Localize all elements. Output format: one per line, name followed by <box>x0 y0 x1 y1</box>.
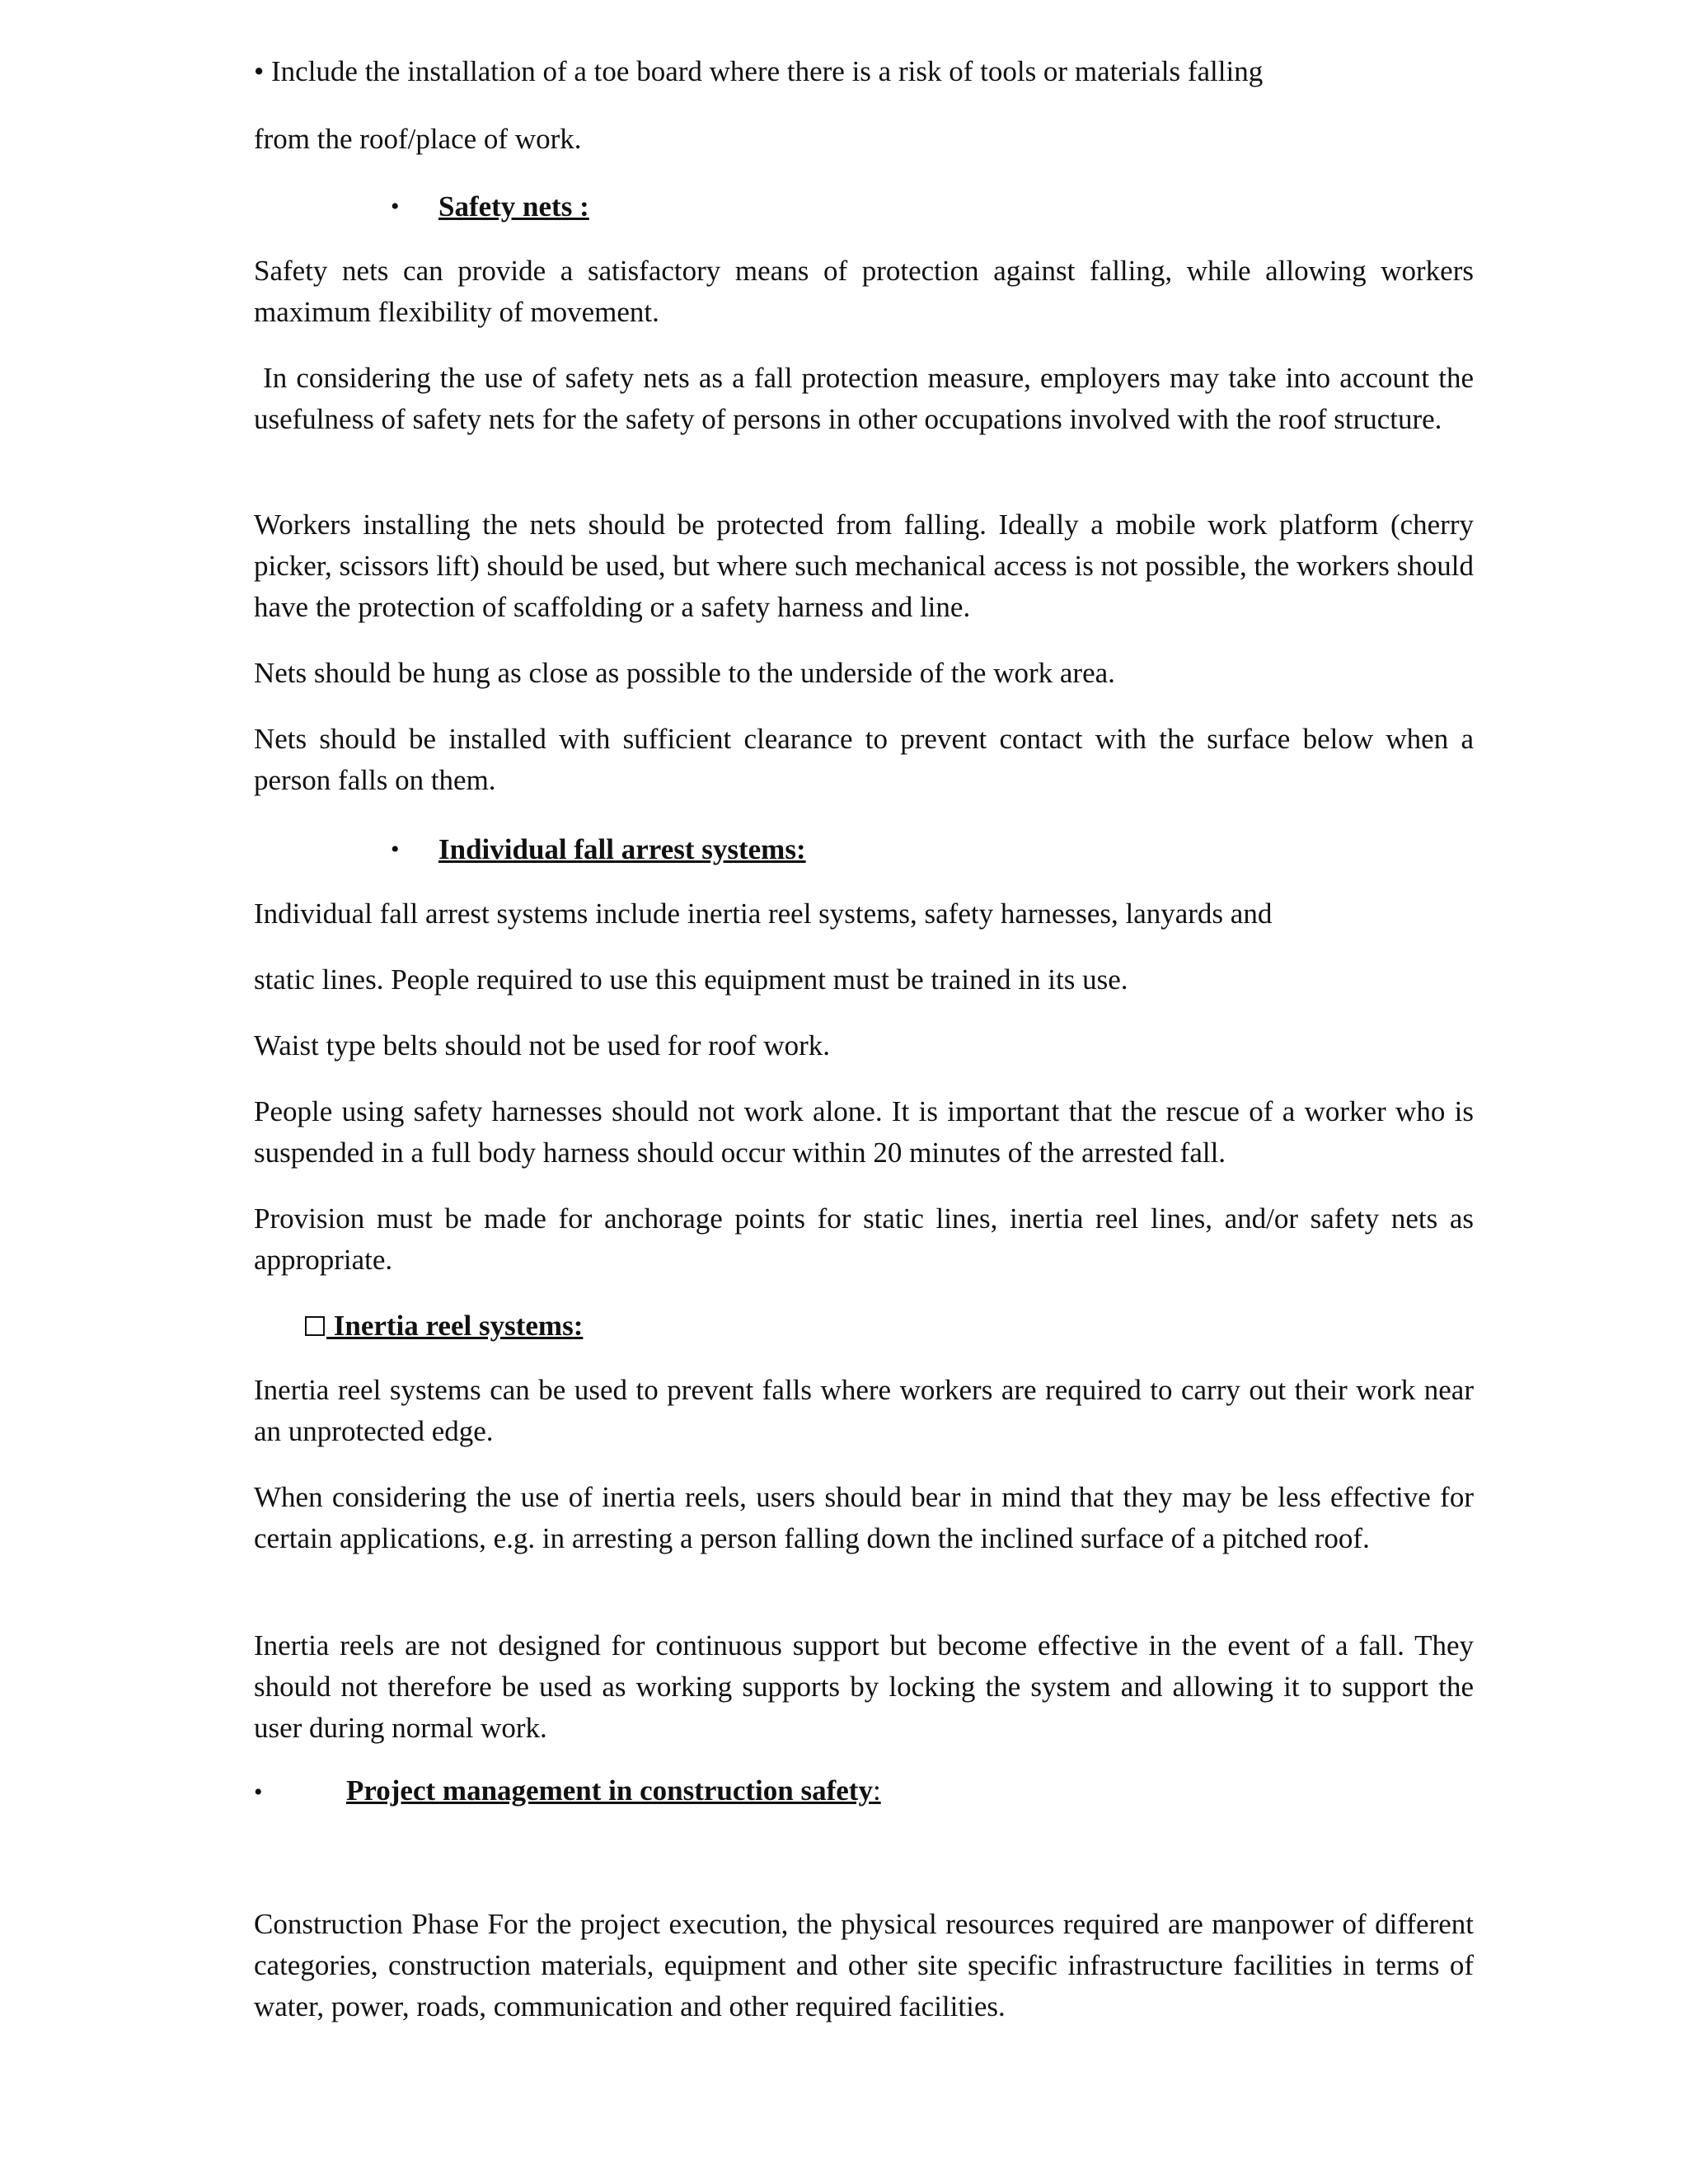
safety-nets-paragraph-2: In considering the use of safety nets as a fall protection measure, employers may take into account the usefulness of safety nets for the safety of persons in other occupations involved with the roof structure. <box>254 362 1481 435</box>
construction-phase-paragraph: Construction Phase For the project execution, the physical resources required are manpower of different categories, construction materials, equipment and other site specific infrastructure facilities in terms of water, power, roads, communication and other required facilities. <box>254 1908 1474 2022</box>
toe-board-bullet-line: • Include the installation of a toe board where there is a risk of tools or materials falling <box>254 55 1264 87</box>
safety-nets-paragraph-3: Workers installing the nets should be protected from falling. Ideally a mobile work platform (cherry picker, scissors lift) should be used, but where such mechanical access is not possible, the workers should have the protection of scaffolding or a safety harness and line. <box>254 509 1474 623</box>
inertia-reel-heading <box>326 1305 583 1347</box>
safety-nets-paragraph-5: Nets should be installed with sufficient clearance to prevent contact with the surface below when a person falls on them. <box>254 723 1474 796</box>
safety-nets-bullet: • <box>391 193 400 220</box>
project-management-bullet: • <box>254 1779 263 1806</box>
project-management-heading <box>346 1770 881 1811</box>
inertia-reel-paragraph-3: Inertia reels are not designed for continuous support but become effective in the event of a fall. They should not therefore be used as working supports by locking the system and allowing it to support the user during normal work. <box>254 1629 1474 1744</box>
inertia-reel-heading-text: Inertia reel systems <box>326 1310 574 1342</box>
inertia-reel-heading-suffix: : <box>573 1310 584 1342</box>
fall-arrest-paragraph-3: Provision must be made for anchorage points for static lines, inertia reel lines, and/or safety nets as appropriate. <box>254 1202 1474 1276</box>
safety-nets-paragraph-1: Safety nets can provide a satisfactory means of protection against falling, while allowing workers maximum flexibility of movement. <box>254 255 1474 328</box>
checkbox-bullet-icon <box>305 1316 325 1336</box>
fall-arrest-line-2: static lines. People required to use this equipment must be trained in its use. <box>254 963 1128 996</box>
project-management-heading-text: Project management in construction safety <box>346 1774 873 1807</box>
fall-arrest-line-1: Individual fall arrest systems include inertia reel systems, safety harnesses, lanyards and <box>254 898 1273 930</box>
inertia-reel-paragraph-1: Inertia reel systems can be used to prevent falls where workers are required to carry out their work near an unprotected edge. <box>254 1374 1474 1447</box>
fall-arrest-heading: Individual fall arrest systems: <box>438 833 806 865</box>
safety-nets-paragraph-4: Nets should be hung as close as possible to the underside of the work area. <box>254 657 1115 689</box>
toe-board-continuation-line: from the roof/place of work. <box>254 123 582 155</box>
project-management-heading-suffix: : <box>872 1774 881 1807</box>
fall-arrest-paragraph-1: Waist type belts should not be used for roof work. <box>254 1029 831 1062</box>
safety-nets-heading: Safety nets : <box>438 190 589 223</box>
fall-arrest-bullet: • <box>391 836 400 863</box>
fall-arrest-paragraph-2: People using safety harnesses should not work alone. It is important that the rescue of a worker who is suspended in a full body harness should occur within 20 minutes of the arrested fall. <box>254 1095 1474 1169</box>
inertia-reel-paragraph-2: When considering the use of inertia reels, users should bear in mind that they may be less effective for certain applications, e.g. in arresting a person falling down the inclined surface of a pitched roof. <box>254 1481 1474 1554</box>
